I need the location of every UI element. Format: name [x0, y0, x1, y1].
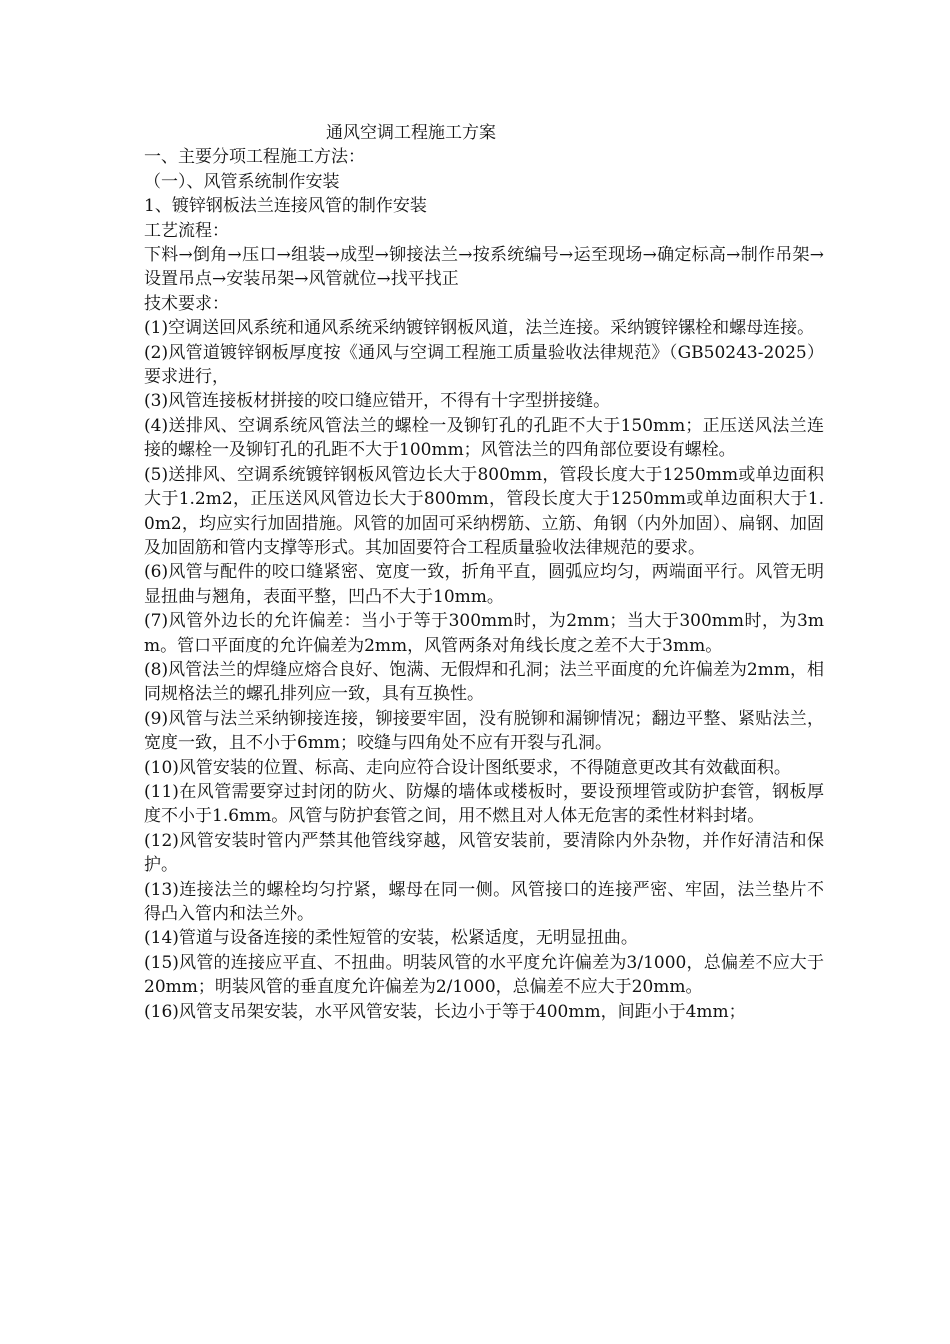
requirement-paragraph: (9)风管与法兰采纳铆接连接，铆接要牢固，没有脱铆和漏铆情况；翻边平整、紧贴法兰，宽度一致，且不小于6mm；咬缝与四角处不应有开裂与孔洞。 — [144, 708, 824, 754]
requirement-paragraph: (4)送排风、空调系统风管法兰的螺栓一及铆钉孔的孔距不大于150mm；正压送风法兰连接的螺栓一及铆钉孔的孔距不大于100mm；风管法兰的四角部位要设有螺栓。 — [144, 415, 824, 461]
process-label: 工艺流程： — [144, 220, 229, 241]
requirement-paragraph: (7)风管外边长的允许偏差：当小于等于300mm时，为2mm；当大于300mm时，为3mm。管口平面度的允许偏差为2mm，风管两条对角线长度之差不大于3mm。 — [144, 611, 824, 656]
requirement-paragraph: (3)风管连接板材拼接的咬口缝应错开，不得有十字型拼接缝。 — [144, 391, 611, 412]
requirement-paragraph: (6)风管与配件的咬口缝紧密、宽度一致，折角平直，圆弧应均匀，两端面平行。风管无明显扭曲与翘角，表面平整，凹凸不大于10mm。 — [144, 562, 824, 607]
document-body — [144, 121, 824, 1024]
subsection-heading: （一）、风管系统制作安装 — [144, 171, 340, 192]
requirement-paragraph: (2)风管道镀锌钢板厚度按《通风与空调工程施工质量验收法律规范》（GB50243-2025）要求进行， — [144, 342, 824, 388]
requirement-paragraph: (12)风管安装时管内严禁其他管线穿越，风管安装前，要清除内外杂物，并作好清洁和保护。 — [144, 830, 824, 876]
requirement-paragraph: (1)空调送回风系统和通风系统采纳镀锌钢板风道，法兰连接。采纳镀锌镙栓和螺母连接。 — [144, 318, 815, 339]
section-heading: 一、主要分项工程施工方法： — [144, 147, 365, 168]
process-text: 下料→倒角→压口→组装→成型→铆接法兰→按系统编号→运至现场→确定标高→制作吊架→设置吊点→安装吊架→风管就位→找平找正 — [144, 245, 824, 290]
requirement-paragraph: (11)在风管需要穿过封闭的防火、防爆的墙体或楼板时，要设预埋管或防护套管，钢板厚度不小于1.6mm。风管与防护套管之间，用不燃且对人体无危害的柔性材料封堵。 — [144, 781, 824, 827]
requirement-paragraph: (15)风管的连接应平直、不扭曲。明装风管的水平度允许偏差为3/1000，总偏差不应大于20mm；明装风管的垂直度允许偏差为2/1000，总偏差不应大于20mm。 — [144, 952, 824, 998]
item-heading: 1、镀锌钢板法兰连接风管的制作安装 — [144, 196, 427, 217]
requirement-paragraph: (10)风管安装的位置、标高、走向应符合设计图纸要求，不得随意更改其有效截面积。 — [144, 757, 791, 778]
tech-requirements-label: 技术要求： — [144, 293, 229, 314]
document-title: 通风空调工程施工方案 — [326, 123, 496, 143]
requirement-paragraph: (13)连接法兰的螺栓均匀拧紧，螺母在同一侧。风管接口的连接严密、牢固，法兰垫片不得凸入管内和法兰外。 — [144, 879, 824, 924]
requirement-paragraph: (8)风管法兰的焊缝应熔合良好、饱满、无假焊和孔洞；法兰平面度的允许偏差为2mm，相同规格法兰的螺孔排列应一致，具有互换性。 — [144, 659, 824, 705]
requirement-paragraph: (16)风管支吊架安装，水平风管安装，长边小于等于400mm，间距小于4mm； — [144, 1001, 746, 1022]
requirement-paragraph: (14)管道与设备连接的柔性短管的安装，松紧适度，无明显扭曲。 — [144, 928, 638, 949]
requirement-paragraph: (5)送排风、空调系统镀锌钢板风管边长大于800mm，管段长度大于1250mm或单边面积大于1.2m2，正压送风风管边长大于800mm，管段长度大于1250mm或单边面积大于1.0m2，均应实行加固措施。风管的加固可采纳楞筋、立筋、角钢（内外加固）、扁钢、加固及加固筋和管内支撑等形式。其加固要符合工程质量验收法律规范的要求。 — [144, 464, 824, 558]
